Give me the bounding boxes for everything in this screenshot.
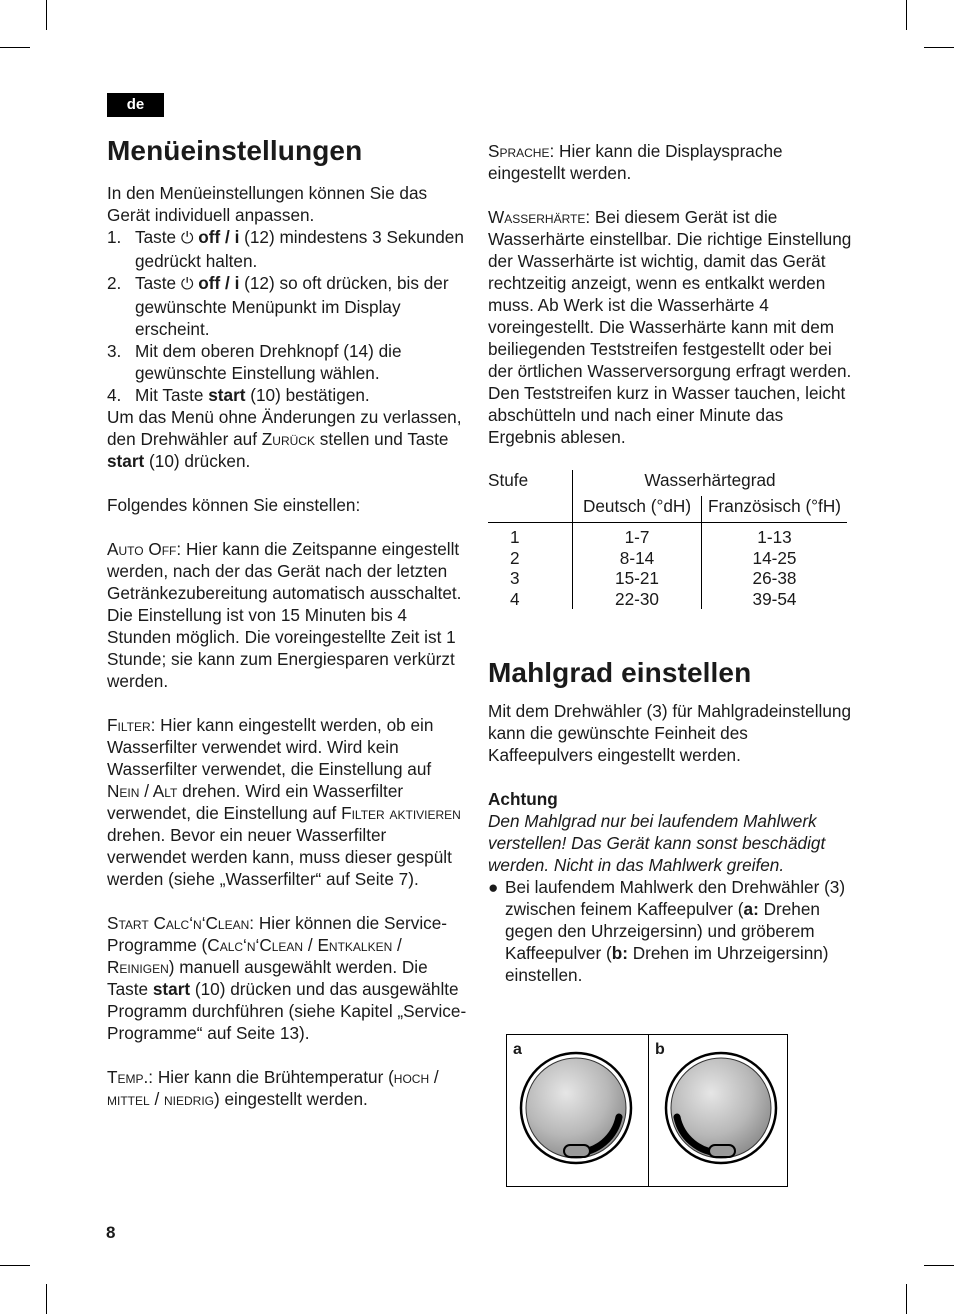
grind-instructions — [488, 876, 853, 986]
steps-list — [107, 226, 467, 406]
water-hardness-table-wrap — [488, 470, 853, 609]
step-number: 3. — [107, 341, 122, 361]
grind-setting-title: Mahlgrad einstellen — [488, 657, 752, 688]
step-text: Mit dem oberen Drehknopf (14) die gewünschte Einstellung wählen. — [135, 341, 402, 383]
table-header-stufe: Stufe — [488, 470, 529, 490]
crop-mark — [924, 1265, 954, 1266]
table-header-group: Wasserhärtegrad — [573, 470, 848, 496]
crop-mark — [906, 0, 907, 30]
figure-label-a: a — [513, 1041, 522, 1058]
step-text: Taste — [135, 273, 181, 293]
menu-settings-title: Menüeinstellungen — [107, 135, 363, 166]
water-hardness-table — [488, 470, 847, 609]
list-item: ● Bei laufendem Mahlwerk den Drehwähler (3) zwischen feinem Kaffeepulver (a: Drehen gegen den Uhrzeigersinn) und gröberem Kaffeepulver (b: Drehen im Uhrzeigersinn) einstellen. — [488, 877, 846, 985]
filter-paragraph: Filter: Hier kann eingestellt werden, ob ein Wasserfilter verwendet wird. Wird kein Wasserfilter verwendet, die Einstellung auf Nein / Alt drehen. Wird ein Wasserfilter verwendet, die Einstellung auf Filter aktivieren drehen. Bevor ein neuer Wasserfilter verwendet werden kann, muss dieser gespült werden (siehe „Wasserfilter“ auf Seite 7). — [107, 715, 461, 889]
step-text: Mit Taste — [135, 385, 209, 405]
list-item — [107, 340, 467, 384]
table-row: 1 1-7 1-13 — [488, 523, 847, 548]
table-header-fr: Französisch (°fH) — [702, 496, 848, 523]
list-item — [107, 384, 467, 406]
crop-mark — [0, 1265, 30, 1266]
caution-text: Den Mahlgrad nur bei laufendem Mahlwerk verstellen! Das Gerät kann sonst beschädigt werden. Nicht in das Mahlwerk greifen. — [488, 811, 826, 875]
figure-label-b: b — [655, 1041, 665, 1058]
exit-paragraph: Um das Menü ohne Änderungen zu verlassen, den Drehwähler auf Zurück stellen und Taste start (10) drücken. — [107, 407, 462, 471]
step-key: off / i — [198, 273, 240, 293]
grind-dial-figure — [506, 1034, 788, 1187]
left-column — [107, 134, 467, 1110]
crop-mark — [46, 1284, 47, 1314]
list-item — [107, 272, 467, 340]
dial-b-icon — [666, 1053, 776, 1163]
bullet-icon: ● — [488, 877, 499, 897]
power-icon: ⏻ — [180, 230, 194, 247]
step-key: off / i — [198, 227, 240, 247]
intro-paragraph: In den Menüeinstellungen können Sie das Gerät individuell anpassen. — [107, 183, 428, 225]
caution-heading: Achtung — [488, 789, 558, 809]
page-number: 8 — [106, 1223, 116, 1242]
wasserhaerte-paragraph: Wasserhärte: Bei diesem Gerät ist die Wasserhärte einstellbar. Die richtige Einstellung der Wasserhärte ist wichtig, damit das Gerät rechtzeitig anzeigt, wenn es entkalkt werden muss. Ab Werk ist die Wasserhärte 4 voreingestellt. Die Wasserhärte kann mit dem beiliegenden Teststreifen festgestellt oder bei der örtlichen Wasserversorgung erfragt werden. — [488, 207, 852, 381]
auto-off-paragraph: Auto Off: Hier kann die Zeitspanne eingestellt werden, nach der das Gerät nach der letzten Getränkezubereitung automatisch ausschaltet. Die Einstellung ist von 15 Minuten bis 4 Stunden möglich. Die voreingestellte Zeit ist 1 Stunde; sie kann zum Energiesparen verkürzt werden. — [107, 539, 462, 691]
grind-intro-paragraph: Mit dem Drehwähler (3) für Mahlgradeinstellung kann die gewünschte Feinheit des Kaffeepulvers eingestellt werden. — [488, 701, 852, 765]
step-text: (10) bestätigen. — [245, 385, 370, 405]
sprache-paragraph: Sprache: Hier kann die Displaysprache eingestellt werden. — [488, 141, 783, 183]
following-text: Folgendes können Sie einstellen: — [107, 495, 361, 515]
crop-mark — [46, 0, 47, 30]
crop-mark — [0, 47, 30, 48]
table-row: 4 22-30 39-54 — [488, 589, 847, 610]
teststreifen-paragraph: Den Teststreifen kurz in Wasser tauchen, leicht abschütteln und nach einer Minute das Ergebnis ablesen. — [488, 383, 846, 447]
step-text: (12) so oft drücken, bis der gewünschte Menüpunkt im Display erscheint. — [135, 273, 449, 339]
list-item — [107, 226, 467, 272]
step-text: Taste — [135, 227, 181, 247]
crop-mark — [906, 1284, 907, 1314]
step-number: 1. — [107, 227, 122, 247]
table-row: 2 8-14 14-25 — [488, 548, 847, 569]
right-column — [488, 140, 853, 986]
crop-mark — [924, 47, 954, 48]
step-key: start — [208, 385, 246, 405]
grind-dials-illustration — [507, 1035, 787, 1186]
step-number: 4. — [107, 385, 122, 405]
calc-clean-paragraph: Start Calc‘n‘Clean: Hier können die Service-Programme (Calc‘n‘Clean / Entkalken / Reinigen) manuell ausgewählt werden. Die Taste start (10) drücken und das ausgewählte Programm durchführen (siehe Kapitel „Service-Programme“ auf Seite 13). — [107, 913, 467, 1043]
temp-paragraph: Temp.: Hier kann die Brühtemperatur (hoch / mittel / niedrig) eingestellt werden. — [107, 1067, 439, 1109]
dial-a-icon — [521, 1053, 631, 1163]
step-text: (12) mindestens 3 Sekunden gedrückt halten. — [135, 227, 464, 271]
table-header-de: Deutsch (°dH) — [573, 496, 702, 523]
table-row: 3 15-21 26-38 — [488, 568, 847, 589]
step-number: 2. — [107, 273, 122, 293]
language-tab: de — [107, 93, 164, 117]
power-icon: ⏻ — [180, 276, 194, 293]
